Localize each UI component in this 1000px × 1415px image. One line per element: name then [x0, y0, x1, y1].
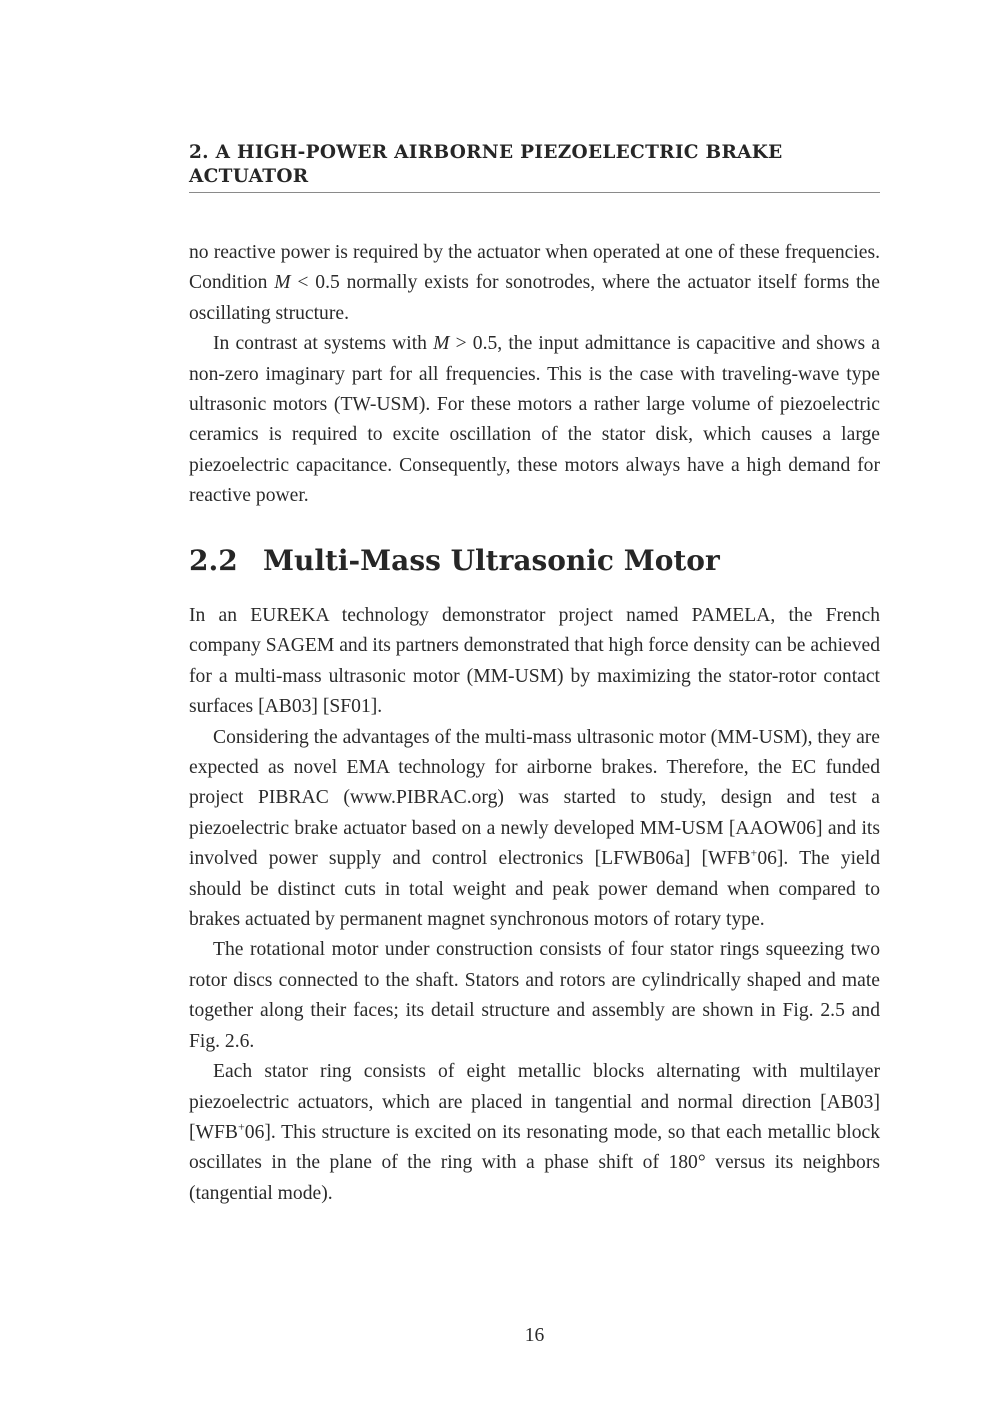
section-heading: [189, 541, 880, 581]
running-header-line-1: 2. A HIGH-POWER AIRBORNE PIEZOELECTRIC BRAKE: [189, 142, 783, 163]
section-p4-text-b: 06]. This structure is excited on its resonating mode, so that each metallic block oscillates in the plane of the ring with a phase shift of 180° versus its neighbors (tangential mode).: [189, 1121, 880, 1204]
section-title: Multi-Mass Ultrasonic Motor: [263, 544, 720, 577]
section-paragraph-3: The rotational motor under construction consists of four stator rings squeezing two rotor discs connected to the shaft. Stators and rotors are cylindrically shaped and mate together along their faces; its detail structure and assembly are shown in Fig. 2.5 and Fig. 2.6.: [189, 939, 880, 1052]
intro-p2-variable: M: [433, 333, 450, 355]
intro-p1-text-b: < 0.5 normally exists for sonotrodes, where the actuator itself forms the oscillating structure.: [189, 272, 880, 324]
running-header-line-2: ACTUATOR: [189, 166, 309, 187]
section-p2-text-a: Considering the advantages of the multi-mass ultrasonic motor (MM-USM), they are expected as novel EMA technology for airborne brakes. Therefore, the EC funded project PIBRAC (www.PIBRAC.org) was started to study, design and test a piezoelectric brake actuator based on a newly developed MM-USM [AAOW06] and its involved power supply and control electronics [LFWB06a] [WFB: [189, 726, 880, 870]
section-number: 2.2: [189, 544, 238, 577]
running-header: [189, 141, 880, 189]
section-paragraph-2: [189, 723, 880, 936]
page-number: 16: [524, 1325, 545, 1346]
header-rule: [189, 192, 880, 193]
section-p4-superscript: +: [237, 1119, 245, 1134]
intro-p2-text-a: In contrast at systems with: [213, 333, 434, 355]
intro-p2-text-b: > 0.5, the input admittance is capacitive and shows a non-zero imaginary part for all frequencies. This is the case with traveling-wave type ultrasonic motors (TW-USM). For these motors a rather large volume of piezoelectric ceramics is required to excite oscillation of the stator disk, which causes a large piezoelectric capacitance. Consequently, these motors always have a high demand for reactive power.: [189, 333, 880, 507]
section-paragraph-4: [189, 1057, 880, 1209]
section-p2-text-b: 06]. The yield should be distinct cuts in total weight and peak power demand when compared to brakes actuated by permanent magnet synchronous motors of rotary type.: [189, 848, 880, 931]
intro-p1-variable: M: [274, 272, 291, 294]
section-paragraph-1: In an EUREKA technology demonstrator project named PAMELA, the French company SAGEM and its partners demonstrated that high force density can be achieved for a multi-mass ultrasonic motor (MM-USM) by maximizing the stator-rotor contact surfaces [AB03] [SF01].: [189, 605, 881, 718]
intro-paragraph-1: [189, 238, 880, 329]
intro-p1-text-a: no reactive power is required by the actuator when operated at one of these frequencies. Condition: [189, 242, 880, 294]
section-p4-text-a: Each stator ring consists of eight metallic blocks alternating with multilayer piezoelectric actuators, which are placed in tangential and normal direction [AB03] [WFB: [189, 1061, 880, 1143]
section-p2-superscript: +: [750, 845, 758, 860]
intro-text-block: [189, 238, 880, 512]
section-text-block: [189, 601, 880, 1209]
intro-paragraph-2: [189, 329, 880, 511]
